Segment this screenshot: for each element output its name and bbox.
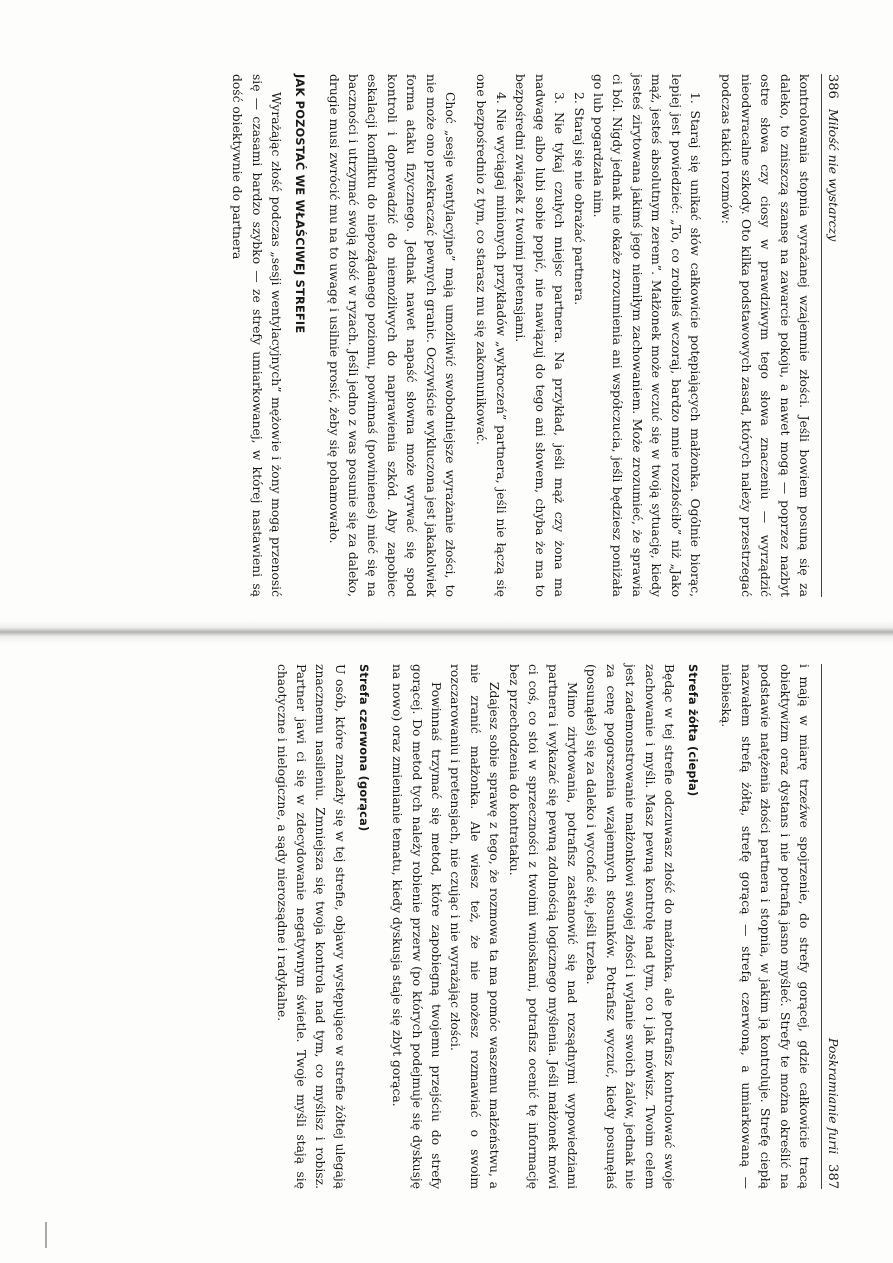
paragraph: Powinnaś trzymać się metod, które zapobiegną twojemu przejściu do strefy gorącej. Do metod tych należy robienie przerw (po których podejmuje się dyskusję na nowo) oraz zmienianie tematu, kiedy dyskusja staje się zbyt gorąca. — [390, 664, 444, 1189]
right-running-title: Poskramianie furii — [826, 1037, 841, 1155]
right-page-body — [271, 664, 813, 1189]
left-page — [0, 0, 893, 631]
paragraph: U osób, które znalazły się w tej strefie, objawy występujące w strefie żółtej ulegają znacznemu nasileniu. Zmniejsza się twoja kontrola nad tym, co myślisz i robisz. Partner jawi ci się w zdecydowanie negatywnym świetle. Twoje myśli stają się chaotyczne i nielogiczne, a sądy nierozsądne i radykalne. — [274, 664, 347, 1189]
paragraph: Mimo zirytowania, potrafisz zastanowić się nad rozsądnymi wypowiedziami partnera i wykazać się pewną zdolnością logicznego myślenia. Jeśli małżonek mówi ci coś, co stoi w sprzeczności z twoimi wnioskami, potrafisz ocenić tę informację bez przechodzenia do kontrataku. — [506, 664, 579, 1189]
paragraph: i mają w miarę trzeźwe spojrzenie, do strefy gorącej, gdzie całkowicie tracą obiektywizm oraz dystans i nie potrafią jasno myśleć. Strefy te można określić na podstawie natężenia złości partnera i stopnia, w jakim ją kontroluje. Strefę ciepłą nazwałem strefą żółtą, strefę gorącą — strefą czerwoną, a umiarkowaną — niebieską. — [719, 664, 811, 1189]
paragraph: Wyrażając złość podczas „sesji wentylacyjnych” mężowie i żony mogą przenosić się — czasami bardzo szybko — ze strefy umiarkowanej, w której nastawieni są dość obiektywnie do partnera — [230, 74, 284, 597]
rule-item: 3. Nie tykaj czułych miejsc partnera. Na przykład, jeśli mąż czy żona ma nadwagę albo lubi sobie popić, nie nawiązuj do tego ani słowem, chyba że ma to bezpośredni związek z twoimi pretensjami. — [513, 74, 567, 597]
paragraph: kontrolowania stopnia wyrażanej wzajemnie złości. Jeśli bowiem posuną się za daleko, to zniszczą szansę na zawarcie pokoju, a nawet mogą — poprzez nazbyt ostre słowa czy ciosy w prawdziwym tego słowa znaczeniu — wyrządzić nieodwracalne szkody. Oto kilka podstawowych zasad, których należy przestrzegać podczas takich rozmów: — [719, 74, 811, 597]
section-heading-red: Strefa czerwona (gorąca) — [356, 664, 371, 832]
scan-artifact — [45, 1222, 47, 1248]
left-page-number: 386 — [825, 74, 840, 99]
section-heading-yellow: Strefa żółta (ciepła) — [685, 664, 700, 797]
rule-item: 4. Nie wyciągaj minionych przykładów „wykroczeń” partnera, jeśli nie łączą się one bezpośrednio z tym, co starasz mu się zakomunikować. — [474, 74, 508, 597]
paragraph: Choć „sesje wentylacyjne” mają umożliwić swobodniejsze wyrażanie złości, to nie może ono przekraczać pewnych granic. Oczywiście wykluczona jest jakakolwiek forma ataku fizycznego. Jednak nawet napaść słowna może wyrwać się spod kontroli i doprowadzić do niemożliwych do naprawienia szkód. Aby zapobiec eskalacji konfliktu do niepożądanego poziomu, powinnaś (powinieneś) mieć się na baczności i utrzymać swoją złość w ryzach. Jeśli jedno z was posunie się za daleko, drugie musi zwrócić mu na to uwagę i usilnie prosić, żeby się pohamowało. — [326, 74, 458, 597]
right-page-number: 387 — [825, 1164, 840, 1189]
paragraph: Będąc w tej strefie odczuwasz złość do małżonka, ale potrafisz kontrolować swoje zachowanie i myśli. Masz pewną kontrolę nad tym, co i jak mówisz. Twoim celem jest zademonstrowanie małżonkowi swojej złości i wylanie swoich żalów, jednak nie za cenę pogorszenia wzajemnych stosunków. Potrafisz wyczuć, kiedy posunęłaś (posunąłeś) się za daleko i wycofać się, jeśli trzeba. — [584, 664, 676, 1189]
left-running-title: Miłość nie wystarczy — [826, 108, 841, 242]
paragraph: Zdajesz sobie sprawę z tego, że rozmowa ta ma pomóc waszemu małżeństwu, a nie zranić małżonka. Ale wiesz też, że nie możesz rozmawiać o swoim rozczarowaniu i pretensjach, nie czując i nie wyrażając złości. — [448, 664, 502, 1189]
rule-item: 2. Staraj się nie obrażać partnera. — [571, 92, 586, 306]
rule-item: 1. Staraj się unikać słów całkowicie potępiających małżonka. Ogólnie biorąc, lepiej jest powiedzieć: „To, co zrobiłeś wczoraj, bardzo mnie rozzłościło” niż „Jako mąż, jesteś absolutnym zerem”. Małżonek może wczuć się w twoją sytuację, kiedy jesteś zirytowana jakimś jego niemiłym zachowaniem. Może zrozumieć, że sprawia ci ból. Nigdy jednak nie okaże zrozumienia ani współczucia, jeśli będziesz poniżała go lub pogardzała nim. — [590, 74, 702, 597]
right-page — [0, 632, 893, 1263]
left-running-head — [821, 74, 841, 597]
left-page-body — [227, 74, 813, 597]
section-heading: JAK POZOSTAĆ WE WŁAŚCIWEJ STREFIE — [293, 74, 308, 334]
right-running-head — [821, 664, 841, 1189]
